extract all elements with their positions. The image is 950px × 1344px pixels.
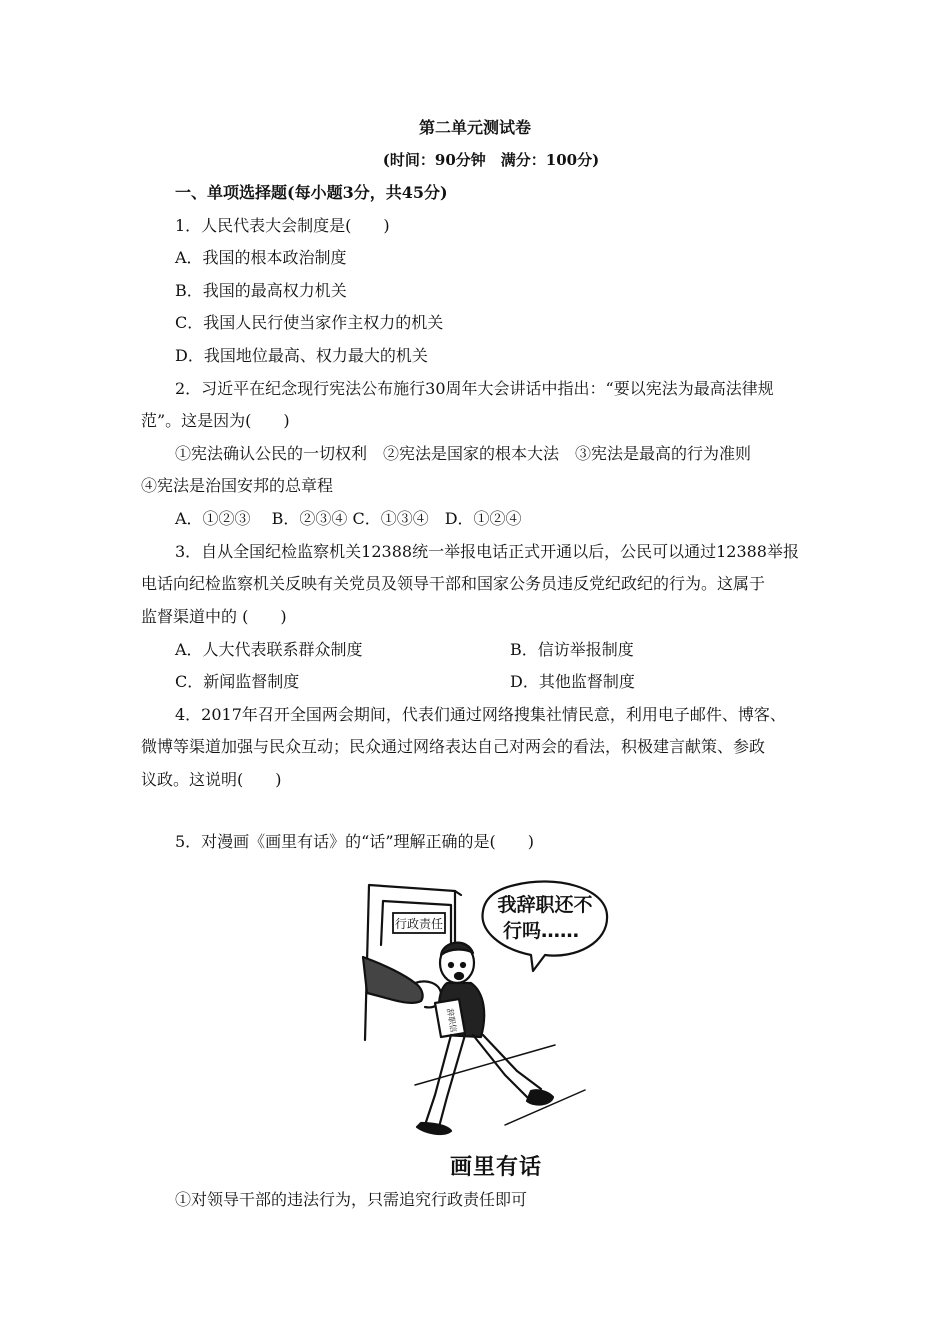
q3-option-b: B．信访举报制度	[510, 640, 634, 659]
q2-items-line1: ①宪法确认公民的一切权利 ②宪法是国家的根本大法 ③宪法是最高的行为准则	[175, 444, 752, 463]
q1-option-a: A．我国的根本政治制度	[175, 248, 347, 267]
cartoon-caption: 画里有话	[450, 1155, 543, 1180]
q3-option-d: D．其他监督制度	[510, 672, 635, 691]
q3-option-a: A．人大代表联系群众制度	[175, 640, 363, 659]
q5-stem: 5．对漫画《画里有话》的“话”理解正确的是( )	[175, 832, 535, 851]
speech-text-line1: 我辞职还不	[497, 894, 593, 916]
q3-stem-line3: 监督渠道中的 ( )	[141, 607, 287, 626]
q4-stem-line3: 议政。这说明( )	[141, 770, 282, 789]
cartoon-illustration	[355, 875, 615, 1145]
q1-stem: 1．人民代表大会制度是( )	[175, 216, 390, 235]
section-heading: 一、单项选择题(每小题3分，共45分)	[175, 183, 448, 202]
q2-options: A．①②③ B．②③④ C．①③④ D．①②④	[175, 509, 522, 528]
exam-time-score: (时间：90分钟 满分：100分)	[382, 151, 600, 169]
q2-items-line2: ④宪法是治国安邦的总章程	[141, 476, 334, 495]
q4-stem-line1: 4．2017年召开全国两会期间，代表们通过网络搜集社情民意，利用电子邮件、博客、	[175, 705, 786, 724]
q2-stem-line1: 2．习近平在纪念现行宪法公布施行30周年大会讲话中指出：“要以宪法为最高法律规	[175, 379, 774, 398]
q3-stem-line1: 3．自从全国纪检监察机关12388统一举报电话正式开通以后，公民可以通过12388举报	[175, 542, 799, 561]
q3-option-c: C．新闻监督制度	[175, 672, 300, 691]
q1-option-d: D．我国地位最高、权力最大的机关	[175, 346, 428, 365]
page-title: 第二单元测试卷	[418, 118, 531, 137]
q3-stem-line2: 电话向纪检监察机关反映有关党员及领导干部和国家公务员违反党纪政纪的行为。这属于	[141, 574, 766, 593]
q2-stem-line2: 范”。这是因为( )	[141, 411, 290, 430]
speech-text-line2: 行吗……	[502, 920, 580, 942]
door-sign-text: 行政责任	[394, 917, 444, 931]
q4-stem-line2: 微博等渠道加强与民众互动；民众通过网络表达自己对两会的看法，积极建言献策、参政	[141, 737, 766, 756]
floor-line	[415, 1045, 585, 1125]
letter-label: 辞职信	[445, 1007, 459, 1033]
reaching-arm	[363, 957, 423, 1003]
man-legs	[425, 1035, 531, 1125]
q1-option-b: B．我国的最高权力机关	[175, 281, 347, 300]
q1-option-c: C．我国人民行使当家作主权力的机关	[175, 313, 444, 332]
q5-item-1: ①对领导干部的违法行为，只需追究行政责任即可	[175, 1190, 528, 1209]
man-shoe	[417, 1123, 451, 1134]
